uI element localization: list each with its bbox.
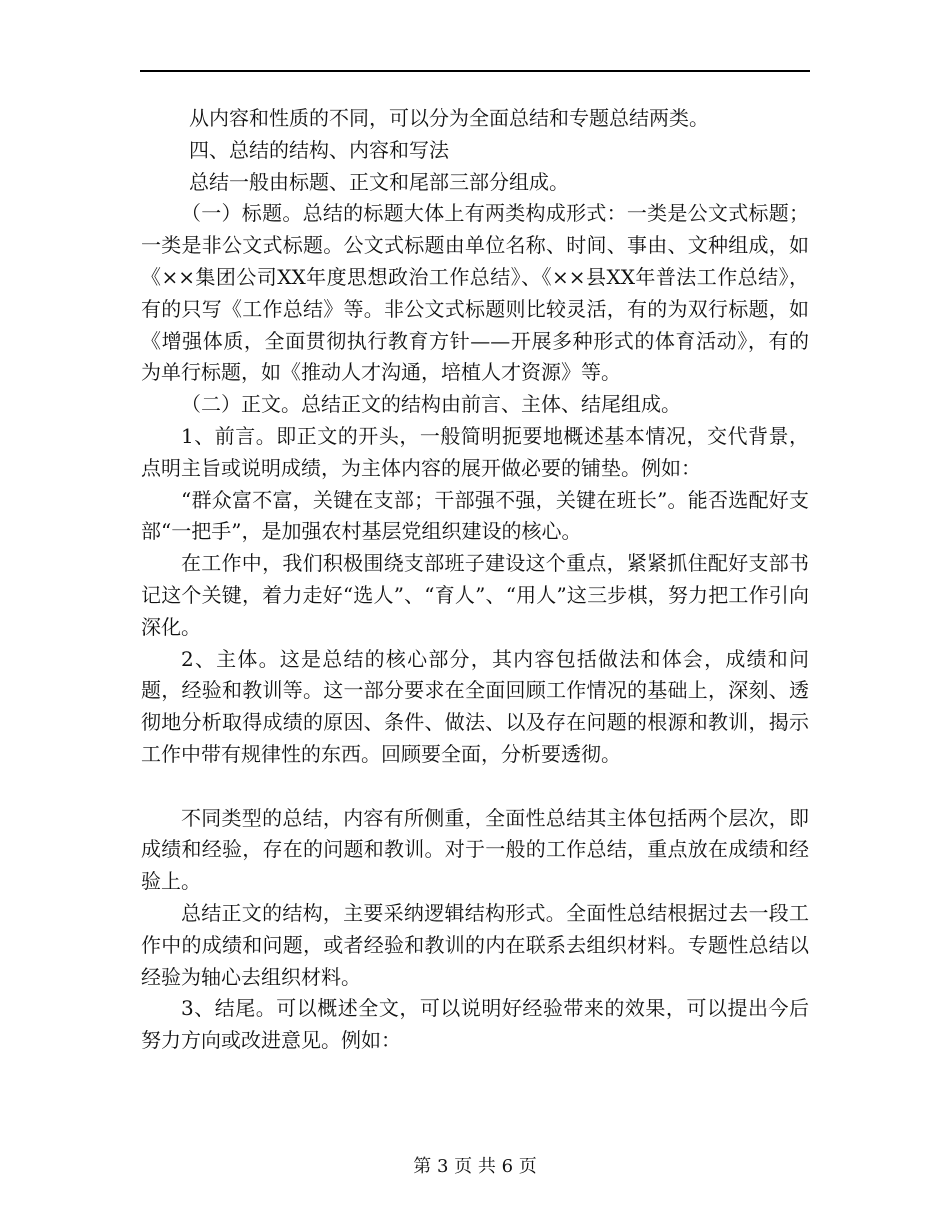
paragraph-title-section: （一）标题。总结的标题大体上有两类构成形式：一类是公文式标题；一类是非公文式标题。公文式标题由单位名称、时间、事由、文种组成，如《××集团公司XX年度思想政治工作总结》、《××县XX年普法工作总结》，有的只写《工作总结》等。非公文式标题则比较灵活，有的为双行标题，如《增强体质，全面贯彻执行教育方针——开展多种形式的体育活动》，有的为单行标题，如《推动人才沟通，培植人才资源》等。 (141, 201, 809, 385)
document-body (141, 103, 809, 1057)
paragraph-2: 总结一般由标题、正文和尾部三部分组成。 (189, 169, 569, 194)
paragraph-main: 2、主体。这是总结的核心部分，其内容包括做法和体会，成绩和问题，经验和教训等。这一部分要求在全面回顾工作情况的基础上，深刻、透彻地分析取得成绩的原因、条件、做法、以及存在问题的根源和教训，揭示工作中带有规律性的东西。回顾要全面，分析要透彻。 (141, 646, 809, 766)
page-number-footer: 第 3 页 共 6 页 (413, 1156, 537, 1177)
paragraph-preface: 1、前言。即正文的开头，一般简明扼要地概述基本情况，交代背景，点明主旨或说明成绩，为主体内容的展开做必要的铺垫。例如： (141, 423, 809, 480)
paragraph-ending: 3、结尾。可以概述全文，可以说明好经验带来的效果，可以提出今后努力方向或改进意见。例如： (141, 996, 809, 1053)
paragraph-types: 不同类型的总结，内容有所侧重，全面性总结其主体包括两个层次，即成绩和经验，存在的问题和教训。对于一般的工作总结，重点放在成绩和经验上。 (141, 805, 809, 894)
paragraph-structure: 总结正文的结构，主要采纳逻辑结构形式。全面性总结根据过去一段工作中的成绩和问题，或者经验和教训的内在联系去组织材料。专题性总结以经验为轴心去组织材料。 (141, 900, 809, 989)
blank-line (141, 771, 809, 803)
paragraph-quote: “群众富不富，关键在支部；干部强不强，关键在班长”。能否选配好支部“一把手”，是加强农村基层党组织建设的核心。 (141, 487, 809, 544)
section-heading: 四、总结的结构、内容和写法 (189, 137, 449, 162)
paragraph-1: 从内容和性质的不同，可以分为全面总结和专题总结两类。 (189, 106, 709, 130)
paragraph-body-section: （二）正文。总结正文的结构由前言、主体、结尾组成。 (181, 392, 681, 417)
header-rule (140, 70, 810, 72)
paragraph-example: 在工作中，我们积极围绕支部班子建设这个重点，紧紧抓住配好支部书记这个关键，着力走好“选人”、“育人”、“用人”这三步棋，努力把工作引向深化。 (141, 551, 809, 639)
